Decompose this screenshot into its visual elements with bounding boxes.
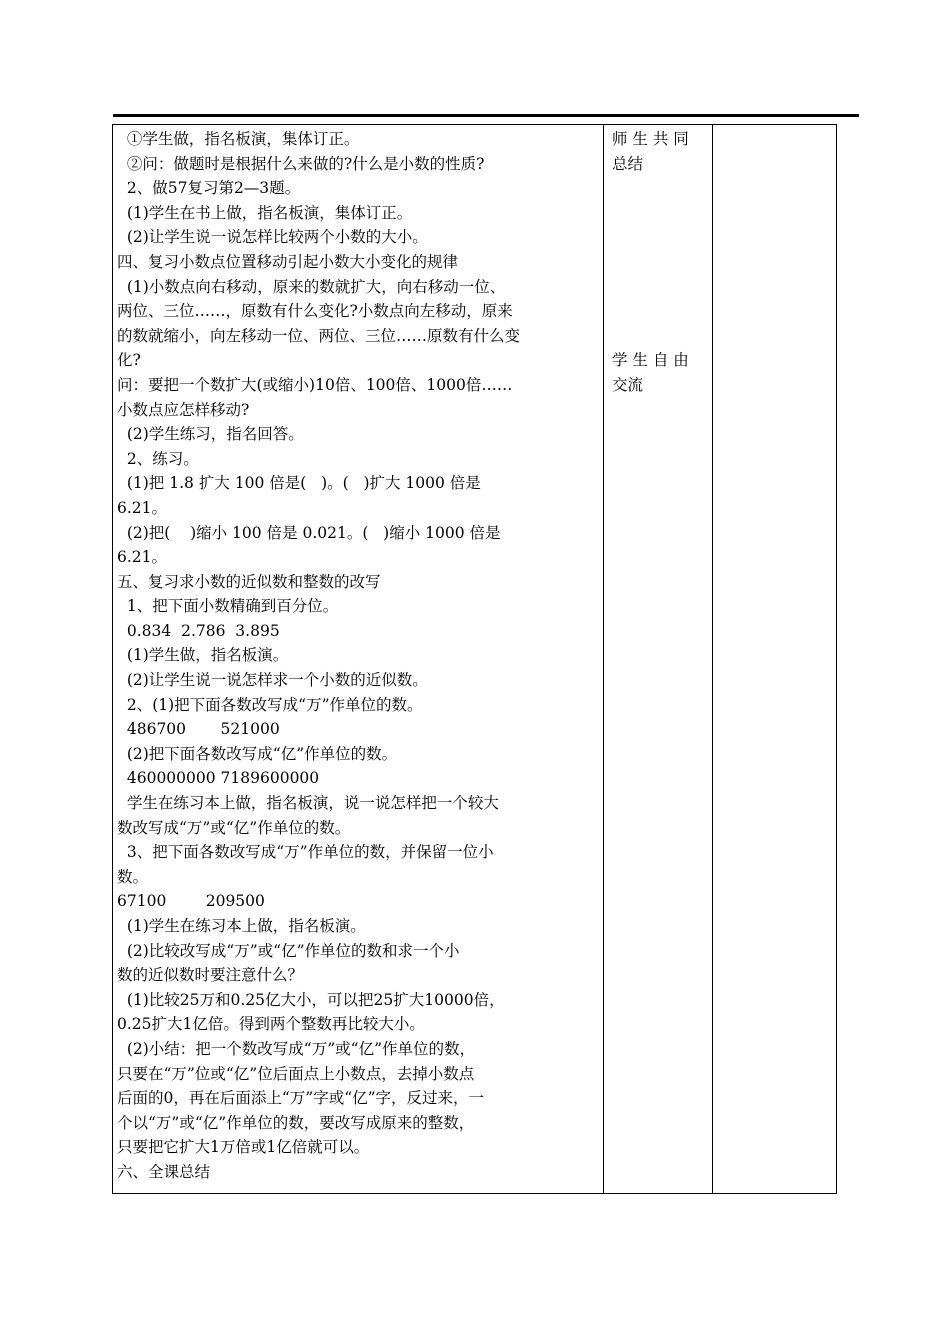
text-line: (2)学生练习，指名回答。 (117, 425, 304, 444)
text-line: (2)让学生说一说怎样求一个小数的近似数。 (117, 671, 428, 690)
text-line: (2)让学生说一说怎样比较两个小数的大小。 (117, 228, 428, 247)
text-line: 五、复习求小数的近似数和整数的改写 (117, 572, 381, 591)
activity-text (604, 125, 712, 398)
text-line: 小数点应怎样移动? (117, 400, 250, 419)
activity-line: 总结 (612, 154, 644, 173)
text-line: 的数就缩小，向左移动一位、两位、三位……原数有什么变 (117, 326, 521, 345)
activity-cell (604, 125, 713, 1194)
activity-line: 学 生 自 由 (612, 351, 689, 370)
text-line: 67100 209500 (117, 892, 265, 911)
text-line: 问：要把一个数扩大(或缩小)10倍、100倍、1000倍…… (117, 375, 513, 394)
teaching-process-cell (113, 125, 604, 1194)
text-line: 两位、三位……，原数有什么变化?小数点向左移动，原来 (117, 302, 513, 321)
table-row (113, 125, 837, 1194)
text-line: 只要把它扩大1万倍或1亿倍就可以。 (117, 1138, 370, 1157)
text-line: 后面的0，再在后面添上“万”字或“亿”字，反过来，一 (117, 1089, 485, 1108)
activity-line: 交流 (612, 375, 644, 394)
lesson-plan-table (112, 124, 837, 1194)
text-line: 数改写成“万”或“亿”作单位的数。 (117, 818, 351, 837)
text-line: 化? (117, 351, 141, 370)
text-line: (1)学生做，指名板演。 (117, 646, 289, 665)
text-line: 四、复习小数点位置移动引起小数大小变化的规律 (117, 252, 459, 271)
notes-cell (713, 125, 837, 1194)
text-line: 6.21。 (117, 498, 168, 517)
text-line: 六、全课总结 (117, 1162, 211, 1181)
text-line: 0.834 2.786 3.895 (117, 621, 280, 640)
text-line: 只要在“万”位或“亿”位后面点上小数点，去掉小数点 (117, 1064, 475, 1083)
text-line: (1)比较25万和0.25亿大小，可以把25扩大10000倍， (117, 990, 505, 1009)
text-line: (2)把( )缩小 100 倍是 0.021。( )缩小 1000 倍是 (117, 523, 501, 542)
text-line: 486700 521000 (117, 720, 280, 739)
text-line: (1)学生在练习本上做，指名板演。 (117, 917, 366, 935)
text-line: (2)小结：把一个数改写成“万”或“亿”作单位的数， (117, 1039, 476, 1058)
text-line: 2、练习。 (117, 449, 199, 468)
text-line: 3、把下面各数改写成“万”作单位的数，并保留一位小 (117, 843, 494, 862)
spacer (612, 176, 708, 348)
text-line: ②问：做题时是根据什么来做的?什么是小数的性质? (117, 154, 485, 173)
teaching-process-text (113, 125, 603, 1193)
text-line: 2、做57复习第2—3题。 (117, 179, 301, 198)
text-line: 460000000 7189600000 (117, 769, 320, 788)
text-line: ①学生做，指名板演，集体订正。 (117, 130, 360, 148)
text-line: 0.25扩大1亿倍。得到两个整数再比较大小。 (117, 1015, 425, 1034)
text-line: (1)小数点向右移动，原来的数就扩大，向右移动一位、 (117, 277, 506, 296)
text-line: 1、把下面小数精确到百分位。 (117, 597, 339, 616)
text-line: 数。 (117, 867, 149, 886)
activity-line: 师 生 共 同 (612, 130, 689, 148)
text-line: 数的近似数时要注意什么？ (117, 966, 304, 985)
text-line: (2)把下面各数改写成“亿”作单位的数。 (117, 744, 398, 763)
text-line: (1)把 1.8 扩大 100 倍是( )。( )扩大 1000 倍是 (117, 474, 481, 493)
text-line: (2)比较改写成“万”或“亿”作单位的数和求一个小 (117, 941, 460, 960)
header-rule (113, 114, 859, 117)
text-line: 个以“万”或“亿”作单位的数，要改写成原来的整数， (117, 1113, 475, 1132)
text-line: (1)学生在书上做，指名板演，集体订正。 (117, 203, 413, 222)
text-line: 6.21。 (117, 548, 168, 567)
text-line: 2、(1)把下面各数改写成“万”作单位的数。 (117, 695, 423, 714)
text-line: 学生在练习本上做，指名板演，说一说怎样把一个较大 (117, 794, 499, 813)
